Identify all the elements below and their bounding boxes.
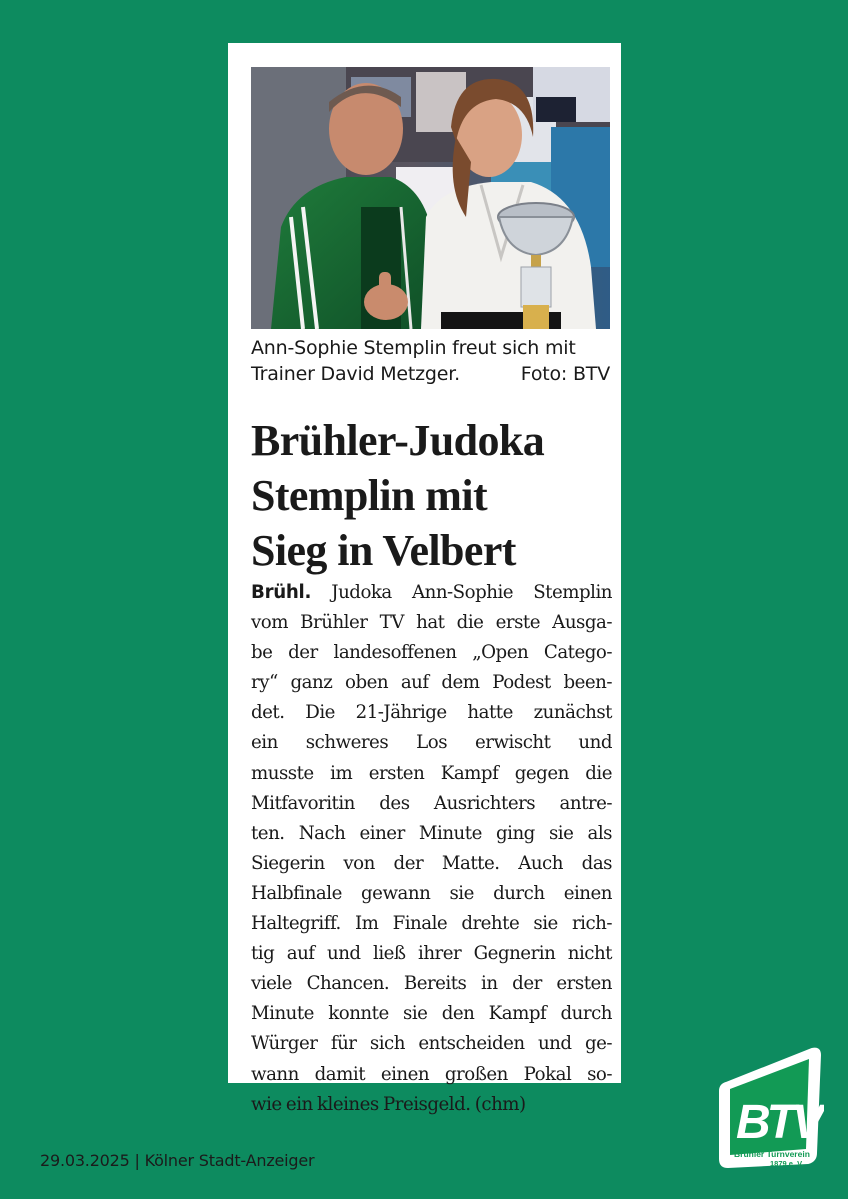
body-line: ein schweres Los erwischt und [251,732,612,754]
dateline: Brühl. [251,582,312,603]
body-line: wie ein kleines Preisgeld. (chm) [251,1093,526,1115]
body-line [251,578,612,608]
headline-line: Stemplin mit [251,471,488,520]
body-line: Halbfinale gewann sie durch einen [251,882,612,904]
body-line: Minute konnte sie den Kampf durch [251,1003,612,1025]
logo-club-name: Brühler Turnverein [734,1149,810,1159]
logo-founded: 1879 e. V. [770,1159,804,1168]
caption-line: Ann-Sophie Stemplin freut sich mit [251,337,576,359]
body-line: ry“ ganz oben auf dem Podest been- [251,672,612,694]
body-line: be der landesoffenen „Open Catego- [251,642,612,664]
headline-line: Sieg in Velbert [251,526,516,575]
newspaper-clipping [228,43,621,1115]
caption-line: Trainer David Metzger. [251,363,460,385]
article-body [251,578,612,1120]
body-line: Haltegriff. Im Finale drehte sie rich- [251,913,612,935]
body-line: wann damit einen großen Pokal so- [251,1063,612,1085]
photo-credit: Foto: BTV [520,363,610,385]
article-headline [251,413,610,578]
body-line: det. Die 21-Jährige hatte zunächst [251,702,612,724]
body-line: Würger für sich entscheiden und ge- [251,1033,612,1055]
body-line: ten. Nach einer Minute ging sie als [251,822,612,844]
body-line-text: Judoka Ann-Sophie Stemplin [331,582,612,603]
body-line: viele Chancen. Bereits in der ersten [251,973,612,995]
body-line: tig auf und ließ ihrer Gegnerin nicht [251,943,612,965]
headline-line: Brühler-Judoka [251,416,545,465]
logo-letters: BTV [736,1096,820,1149]
photo-caption [251,335,610,387]
body-line: Mitfavoritin des Ausrichters antre- [251,792,612,814]
body-line: musste im ersten Kampf gegen die [251,762,612,784]
body-line: Siegerin von der Matte. Auch das [251,852,612,874]
article-photo [251,67,610,329]
source-citation: 29.03.2025 | Kölner Stadt-Anzeiger [40,1151,315,1170]
btv-logo [716,1043,824,1171]
body-line: vom Brühler TV hat die erste Ausga- [251,612,612,634]
